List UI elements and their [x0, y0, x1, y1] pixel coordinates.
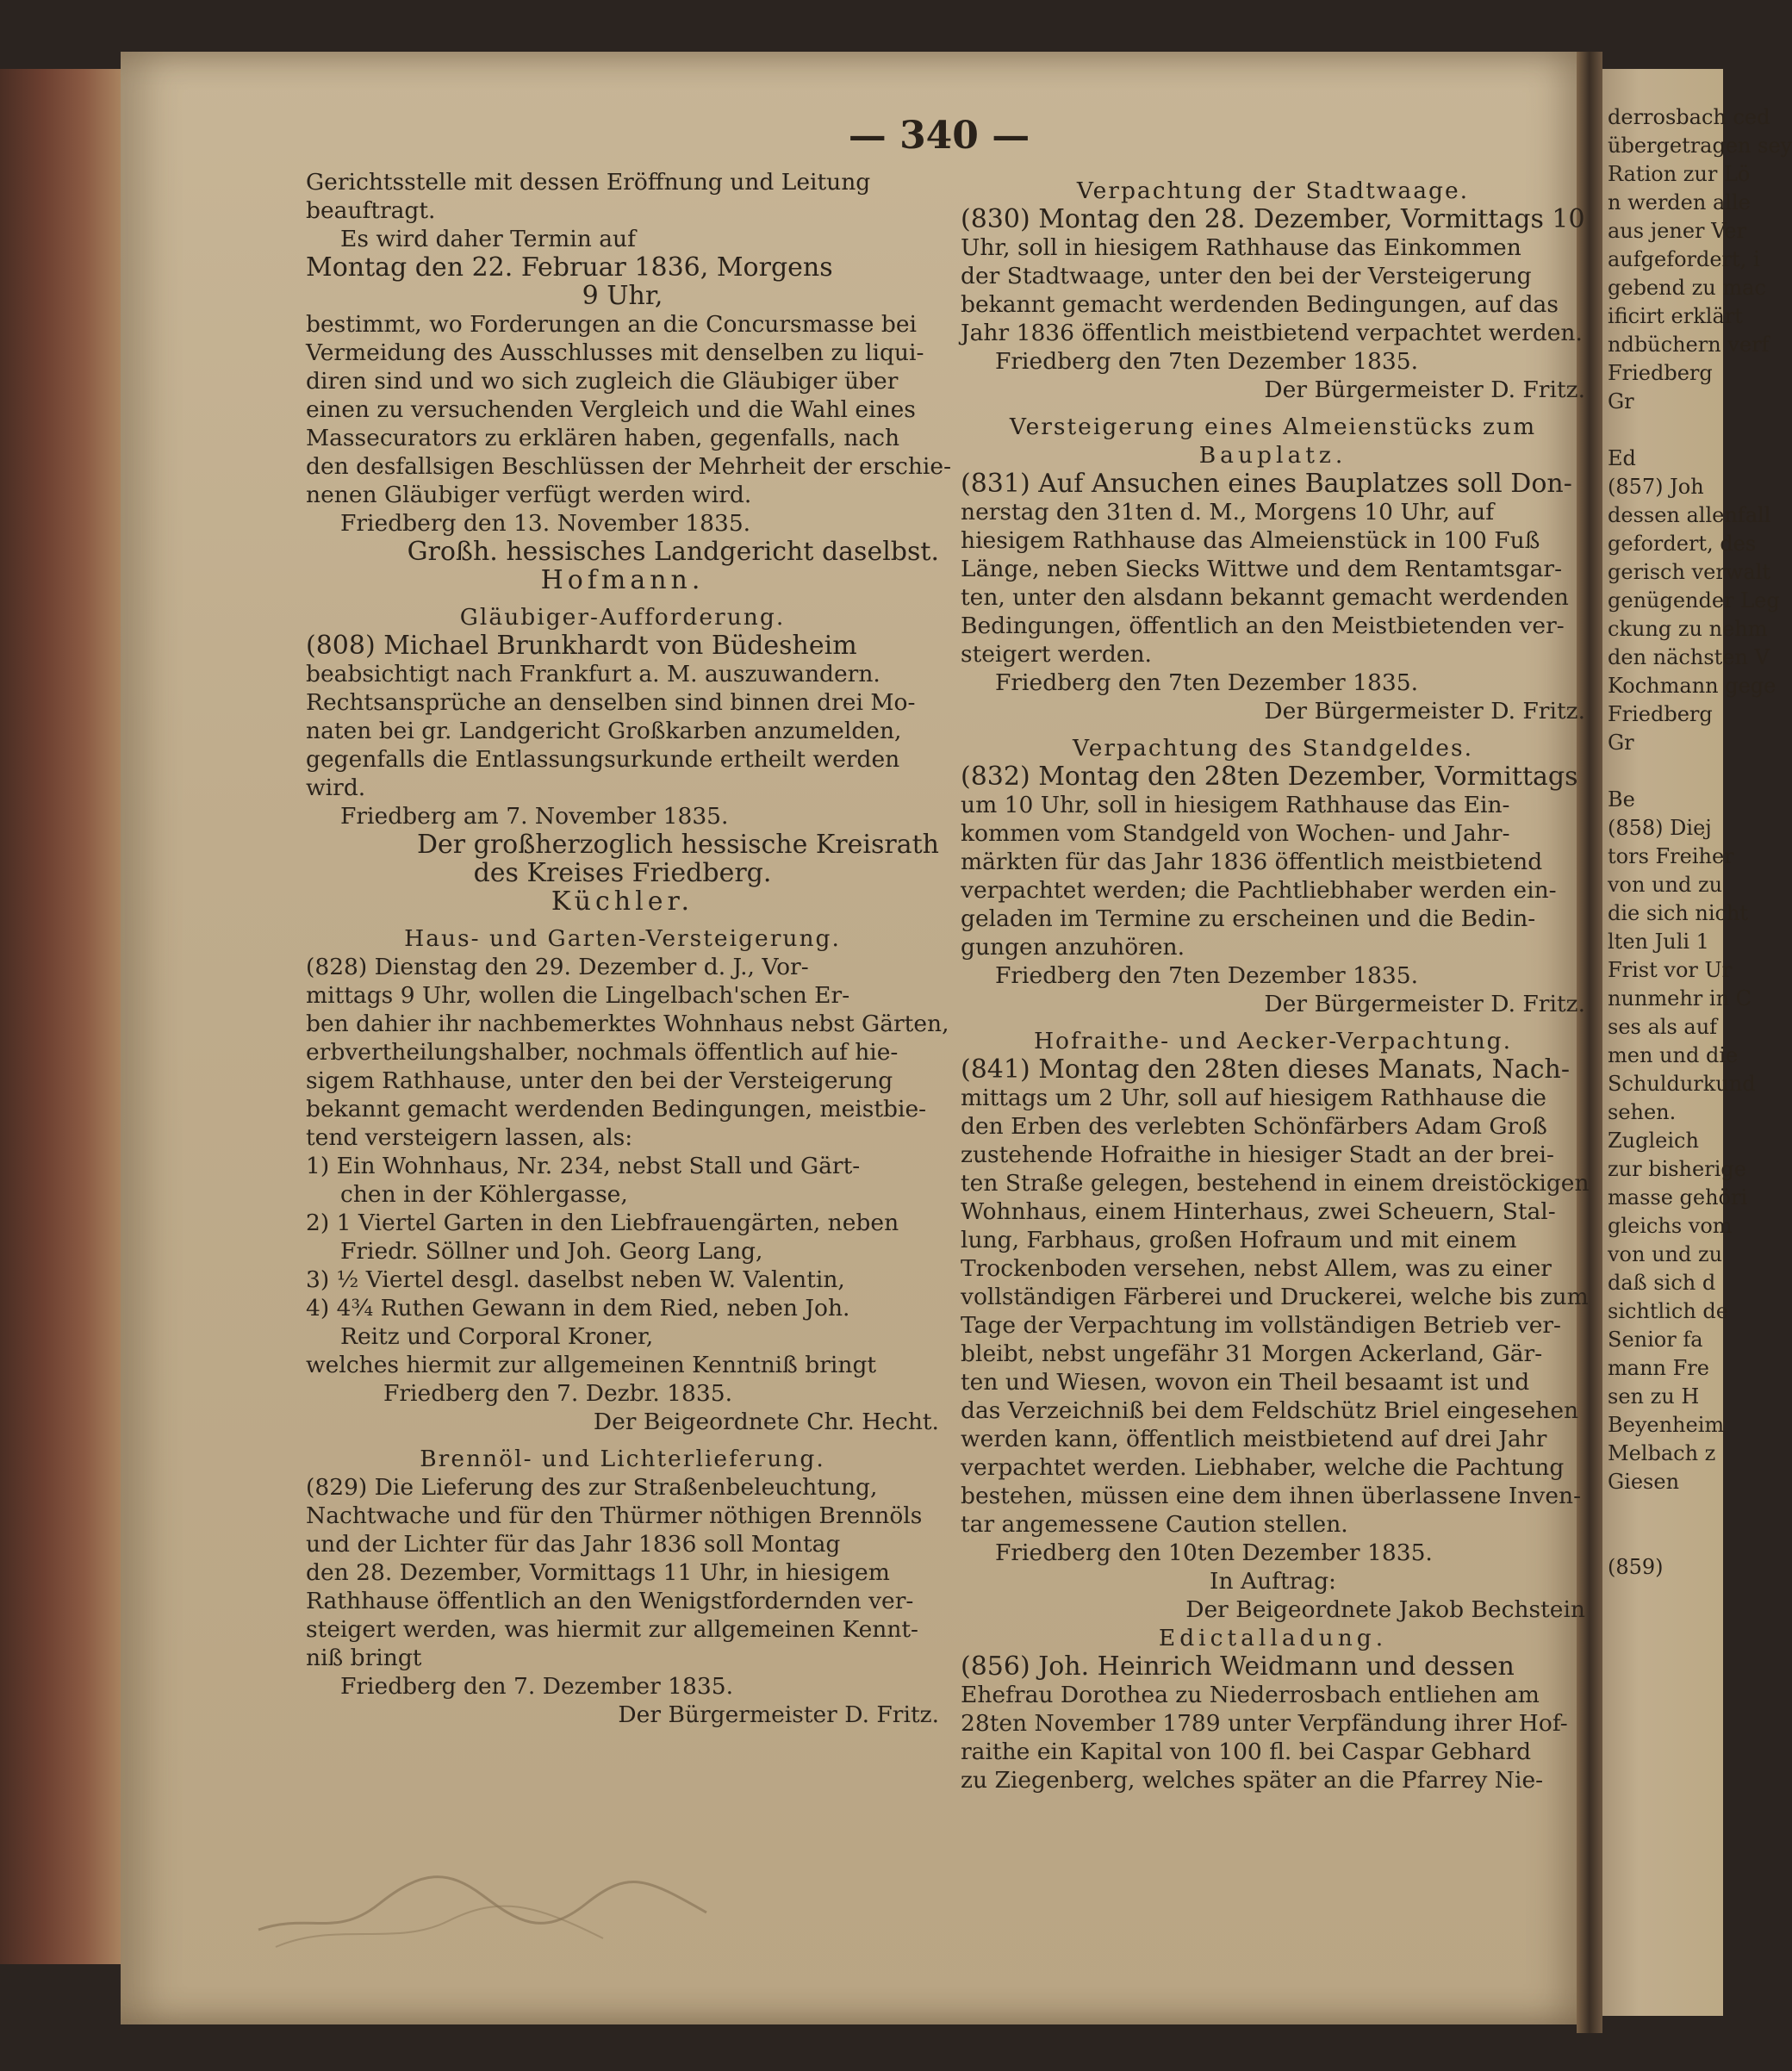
next-page-line: Frist vor Ur	[1608, 958, 1733, 982]
left-column-line: steigert werden, was hiermit zur allgemeinen Kennt-	[306, 1616, 919, 1643]
next-page-line: aus jener Ver	[1608, 219, 1746, 243]
next-page-line: zur bisherige	[1608, 1157, 1746, 1181]
next-page-line: gleichs vom	[1608, 1214, 1733, 1238]
right-column-line: bekannt gemacht werdenden Bedingungen, auf das	[961, 291, 1559, 318]
left-column	[306, 168, 952, 1729]
next-page-line	[1602, 1496, 1723, 1525]
right-column-line: Der Beigeordnete Jakob Bechstein	[1185, 1596, 1585, 1623]
next-page-line: gebend zu mac	[1608, 276, 1766, 300]
next-page-line: ndbüchern verf	[1608, 333, 1770, 357]
right-column-line: Uhr, soll in hiesigem Rathhause das Einkommen	[961, 234, 1521, 261]
right-column-line: ten, unter den alsdann bekannt gemacht werdenden	[961, 584, 1569, 611]
left-column-line: erbvertheilungshalber, nochmals öffentlich auf hie-	[306, 1039, 899, 1066]
next-page-line: derrosbach ced	[1608, 105, 1770, 129]
next-page-line: lten Juli 1	[1608, 930, 1709, 954]
next-page-line: Melbach z	[1608, 1441, 1716, 1465]
left-column-line: Reitz und Corporal Kroner,	[340, 1323, 654, 1350]
left-column-line: Gerichtsstelle mit dessen Eröffnung und Leitung	[306, 169, 871, 196]
left-column-line: den 28. Dezember, Vormittags 11 Uhr, in hiesigem	[306, 1559, 890, 1586]
right-column-line: Der Bürgermeister D. Fritz.	[1264, 991, 1585, 1017]
left-column-line: Rathhause öffentlich an den Wenigstfordernden ver-	[306, 1588, 914, 1614]
next-page-line: Gr	[1608, 731, 1634, 755]
right-column-line: gungen anzuhören.	[961, 934, 1185, 961]
next-page-line: nunmehr in C	[1608, 986, 1752, 1011]
next-page-line: Senior fa	[1608, 1328, 1703, 1352]
right-column-line: (830) Montag den 28. Dezember, Vormittags 10	[961, 204, 1585, 234]
left-column-line: niß bringt	[306, 1645, 422, 1671]
left-column-line: mittags 9 Uhr, wollen die Lingelbach'schen Er-	[306, 982, 850, 1009]
left-column-line: Friedberg den 7. Dezember 1835.	[340, 1673, 734, 1700]
right-column-line: hiesigem Rathhause das Almeienstück in 100 Fuß	[961, 527, 1540, 554]
right-column-line: werden kann, öffentlich meistbietend auf drei Jahr	[961, 1426, 1547, 1452]
next-page-line: (858) Diej	[1608, 816, 1712, 840]
right-column-line: Verpachtung der Stadtwaage.	[1076, 177, 1470, 204]
right-column-line: ten und Wiesen, wovon ein Theil besaamt ist und	[961, 1369, 1530, 1396]
left-column-line: Der Bürgermeister D. Fritz.	[618, 1701, 939, 1728]
next-page-line: men und die	[1608, 1043, 1739, 1067]
next-page-line: von und zu	[1608, 873, 1723, 897]
right-column-line: nerstag den 31ten d. M., Morgens 10 Uhr, auf	[961, 499, 1495, 526]
next-page-line	[1602, 416, 1723, 445]
next-page-line: genügender Leg	[1608, 588, 1780, 613]
right-column-line: bestehen, müssen eine dem ihnen überlassene Inven-	[961, 1483, 1582, 1509]
right-column-line: Versteigerung eines Almeienstücks zum	[1009, 414, 1537, 440]
page-number: — 340 —	[848, 114, 1030, 158]
left-column-line: tend versteigern lassen, als:	[306, 1124, 633, 1151]
right-column-line: um 10 Uhr, soll in hiesigem Rathhause das Ein-	[961, 792, 1510, 818]
left-column-line: Friedr. Söllner und Joh. Georg Lang,	[340, 1238, 763, 1265]
left-column-line: Friedberg den 7. Dezbr. 1835.	[383, 1380, 733, 1407]
next-page-line: ckung zu nehm	[1608, 617, 1768, 641]
right-column-line: Verpachtung des Standgeldes.	[1073, 735, 1473, 762]
right-column-line: Länge, neben Siecks Wittwe und dem Rentamtsgar-	[961, 556, 1563, 582]
right-column-line: (841) Montag den 28ten dieses Manats, Nach-	[961, 1054, 1571, 1085]
next-page-line: Kochmann gege	[1608, 674, 1776, 698]
paper-damage	[258, 1818, 706, 1956]
next-page-line: Ration zur Lö	[1608, 162, 1751, 186]
next-page-line: gefordert, des	[1608, 532, 1757, 556]
left-column-line: Vermeidung des Ausschlusses mit denselben zu liqui-	[306, 339, 924, 366]
left-column-line: ben dahier ihr nachbemerktes Wohnhaus nebst Gärten,	[306, 1011, 949, 1037]
left-column-line: den desfallsigen Beschlüssen der Mehrheit der erschie-	[306, 453, 952, 480]
right-column-line: geladen im Termine zu erscheinen und die Bedin-	[961, 905, 1536, 932]
right-column-line: den Erben des verlebten Schönfärbers Adam Groß	[961, 1113, 1547, 1140]
left-column-line: Brennöl- und Lichterlieferung.	[420, 1446, 825, 1472]
right-column-line: Ehefrau Dorothea zu Niederrosbach entliehen am	[961, 1682, 1540, 1708]
right-column-line: verpachtet werden; die Pachtliebhaber werden ein-	[961, 877, 1557, 904]
right-column-line: raithe ein Kapital von 100 fl. bei Caspar Gebhard	[961, 1738, 1532, 1765]
next-page-line: Zugleich	[1608, 1129, 1699, 1153]
left-column-line: einen zu versuchenden Vergleich und die Wahl eines	[306, 396, 916, 423]
next-page-fragment	[1602, 69, 1792, 2016]
right-column-line: (831) Auf Ansuchen eines Bauplatzes soll Don-	[961, 469, 1572, 499]
left-column-line: Der Beigeordnete Chr. Hecht.	[593, 1409, 939, 1435]
next-page-text	[1602, 69, 1792, 1582]
book-edge-left	[0, 69, 121, 1964]
left-column-line: Rechtsansprüche an denselben sind binnen drei Mo-	[306, 689, 916, 716]
next-page-line: von und zu	[1608, 1242, 1723, 1266]
left-column-line: nenen Gläubiger verfügt werden wird.	[306, 482, 752, 508]
left-column-line: naten bei gr. Landgericht Großkarben anzumelden,	[306, 718, 902, 744]
right-column-line: Friedberg den 10ten Dezember 1835.	[995, 1539, 1433, 1566]
right-column-line: zustehende Hofraithe in hiesiger Stadt an der brei-	[961, 1141, 1554, 1168]
right-column-line: Bauplatz.	[1198, 442, 1347, 469]
left-column-line: bekannt gemacht werdenden Bedingungen, meistbie-	[306, 1096, 927, 1123]
right-column-line: Bedingungen, öffentlich an den Meistbietenden ver-	[961, 613, 1565, 639]
next-page-line: ificirt erklärt	[1608, 304, 1743, 328]
left-column-line: bestimmt, wo Forderungen an die Concursmasse bei	[306, 311, 917, 338]
left-column-line: 9 Uhr,	[582, 281, 663, 311]
right-column-line: (832) Montag den 28ten Dezember, Vormittags	[961, 762, 1578, 792]
right-column-line: mittags um 2 Uhr, soll auf hiesigem Rathhause die	[961, 1085, 1546, 1111]
left-column-line: Der großherzoglich hessische Kreisrath	[416, 830, 939, 860]
next-page-line: Schuldurkund	[1608, 1072, 1756, 1096]
next-page-line: tors Freiher	[1608, 844, 1734, 868]
right-column-line: lung, Farbhaus, großen Hofraum und mit einem	[961, 1227, 1517, 1253]
left-column-line: 4) 4¾ Ruthen Gewann in dem Ried, neben Joh.	[306, 1295, 850, 1322]
right-column-line: Edictalladung.	[1158, 1625, 1388, 1651]
left-column-line: 2) 1 Viertel Garten in den Liebfrauengärten, neben	[306, 1210, 899, 1236]
right-column-line: 28ten November 1789 unter Verpfändung ihrer Hof-	[961, 1710, 1568, 1737]
left-column-line: sigem Rathhause, unter den bei der Versteigerung	[306, 1067, 893, 1094]
next-page-line: Ed	[1608, 446, 1636, 470]
next-page-line: Giesen	[1608, 1470, 1680, 1494]
left-column-line: Nachtwache und für den Thürmer nöthigen Brennöls	[306, 1502, 923, 1529]
left-column-line: Friedberg am 7. November 1835.	[340, 803, 729, 830]
left-column-line: 3) ½ Viertel desgl. daselbst neben W. Valentin,	[306, 1266, 845, 1293]
right-column	[961, 168, 1590, 1794]
left-column-line: und der Lichter für das Jahr 1836 soll Montag	[306, 1531, 841, 1558]
right-column-line: Der Bürgermeister D. Fritz.	[1264, 376, 1585, 403]
next-page-line: daß sich d	[1608, 1271, 1716, 1295]
next-page-line: masse gehöri	[1608, 1185, 1748, 1210]
left-column-line: 1) Ein Wohnhaus, Nr. 234, nebst Stall und Gärt-	[306, 1153, 861, 1179]
right-column-line: Friedberg den 7ten Dezember 1835.	[995, 348, 1419, 375]
right-column-line: Trockenboden versehen, nebst Allem, was zu einer	[961, 1255, 1552, 1282]
next-page-line: Gr	[1608, 389, 1634, 414]
left-column-line: wird.	[306, 774, 366, 801]
left-column-line: des Kreises Friedberg.	[473, 858, 772, 888]
next-page-line	[1602, 757, 1723, 786]
next-page-line: Friedberg	[1608, 702, 1713, 726]
left-column-line: (808) Michael Brunkhardt von Büdesheim	[306, 631, 857, 661]
left-column-line: gegenfalls die Entlassungsurkunde ertheilt werden	[306, 746, 900, 773]
left-column-line: Haus- und Garten-Versteigerung.	[404, 925, 841, 952]
next-page-line: Be	[1608, 787, 1635, 812]
right-column-line: der Stadtwaage, unter den bei der Versteigerung	[961, 263, 1532, 289]
next-page-line: sen zu H	[1608, 1384, 1700, 1409]
left-column-line: Montag den 22. Februar 1836, Morgens	[306, 252, 833, 283]
right-column-line: verpachtet werden. Liebhaber, welche die Pachtung	[961, 1454, 1565, 1481]
next-page-line: n werden alle	[1608, 190, 1751, 215]
next-page-line	[1602, 1525, 1723, 1553]
right-column-line: Der Bürgermeister D. Fritz.	[1264, 698, 1585, 725]
right-column-line: Friedberg den 7ten Dezember 1835.	[995, 669, 1419, 696]
next-page-line: sehen.	[1608, 1100, 1677, 1124]
left-column-line: beabsichtigt nach Frankfurt a. M. auszuwandern.	[306, 661, 880, 687]
left-column-line: (829) Die Lieferung des zur Straßenbeleuchtung,	[306, 1474, 878, 1501]
right-column-line: das Verzeichniß bei dem Feldschütz Briel eingesehen	[961, 1397, 1579, 1424]
next-page-line: ses als auf	[1608, 1015, 1718, 1039]
left-column-line: Küchler.	[551, 886, 694, 917]
right-column-line: Hofraithe- und Aecker-Verpachtung.	[1033, 1028, 1513, 1054]
right-column-line: vollständigen Färberei und Druckerei, welche bis zum	[961, 1284, 1589, 1310]
left-column-line: welches hiermit zur allgemeinen Kenntniß bringt	[306, 1352, 877, 1378]
right-column-line: Tage der Verpachtung im vollständigen Betrieb ver-	[961, 1312, 1562, 1339]
next-page-line: den nächsten V	[1608, 645, 1770, 669]
right-column-line: zu Ziegenberg, welches später an die Pfarrey Nie-	[961, 1767, 1544, 1794]
right-column-line: bleibt, nebst ungefähr 31 Morgen Ackerland, Gär-	[961, 1340, 1543, 1367]
next-page-line: mann Fre	[1608, 1356, 1709, 1380]
right-column-line: (856) Joh. Heinrich Weidmann und dessen	[961, 1651, 1515, 1682]
left-column-line: diren sind und wo sich zugleich die Gläubiger über	[306, 368, 899, 395]
right-column-line: tar angemessene Caution stellen.	[961, 1511, 1348, 1538]
right-column-line: Jahr 1836 öffentlich meistbietend verpachtet werden.	[961, 320, 1583, 346]
right-column-line: Wohnhaus, einem Hinterhaus, zwei Scheuern, Stal-	[961, 1198, 1556, 1225]
left-column-line: beauftragt.	[306, 197, 436, 224]
next-page-line: aufgefordert, i	[1608, 247, 1760, 271]
next-page-line: (859)	[1608, 1555, 1664, 1579]
next-page-line: sichtlich de	[1608, 1299, 1728, 1323]
right-column-line: märkten für das Jahr 1836 öffentlich meistbietend	[961, 849, 1543, 875]
left-column-line: Großh. hessisches Landgericht daselbst.	[407, 537, 939, 567]
right-column-line: kommen vom Standgeld von Wochen- und Jahr-	[961, 820, 1510, 847]
next-page-line: Friedberg	[1608, 361, 1713, 385]
right-column-line: Friedberg den 7ten Dezember 1835.	[995, 962, 1419, 989]
left-column-line: Gläubiger-Aufforderung.	[459, 604, 786, 631]
left-column-line: Hofmann.	[540, 565, 705, 595]
left-column-line: Friedberg den 13. November 1835.	[340, 510, 751, 537]
right-column-line: ten Straße gelegen, bestehend in einem dreistöckigen	[961, 1170, 1590, 1197]
next-page-line: dessen allenfall	[1608, 503, 1771, 527]
left-column-line: Massecurators zu erklären haben, gegenfalls, nach	[306, 425, 900, 451]
right-column-line: In Auftrag:	[1210, 1568, 1336, 1595]
left-column-line: Es wird daher Termin auf	[340, 226, 636, 252]
next-page-line: (857) Joh	[1608, 475, 1704, 499]
next-page-line: Beyenheim	[1608, 1413, 1725, 1437]
left-column-line: (828) Dienstag den 29. Dezember d. J., Vor-	[306, 954, 809, 980]
next-page-line: die sich nicht	[1608, 901, 1749, 925]
next-page-line: übergetragen sey	[1608, 134, 1792, 158]
right-column-line: steigert werden.	[961, 641, 1152, 668]
next-page-line: gerisch verwalt	[1608, 560, 1770, 584]
left-column-line: chen in der Köhlergasse,	[340, 1181, 628, 1208]
